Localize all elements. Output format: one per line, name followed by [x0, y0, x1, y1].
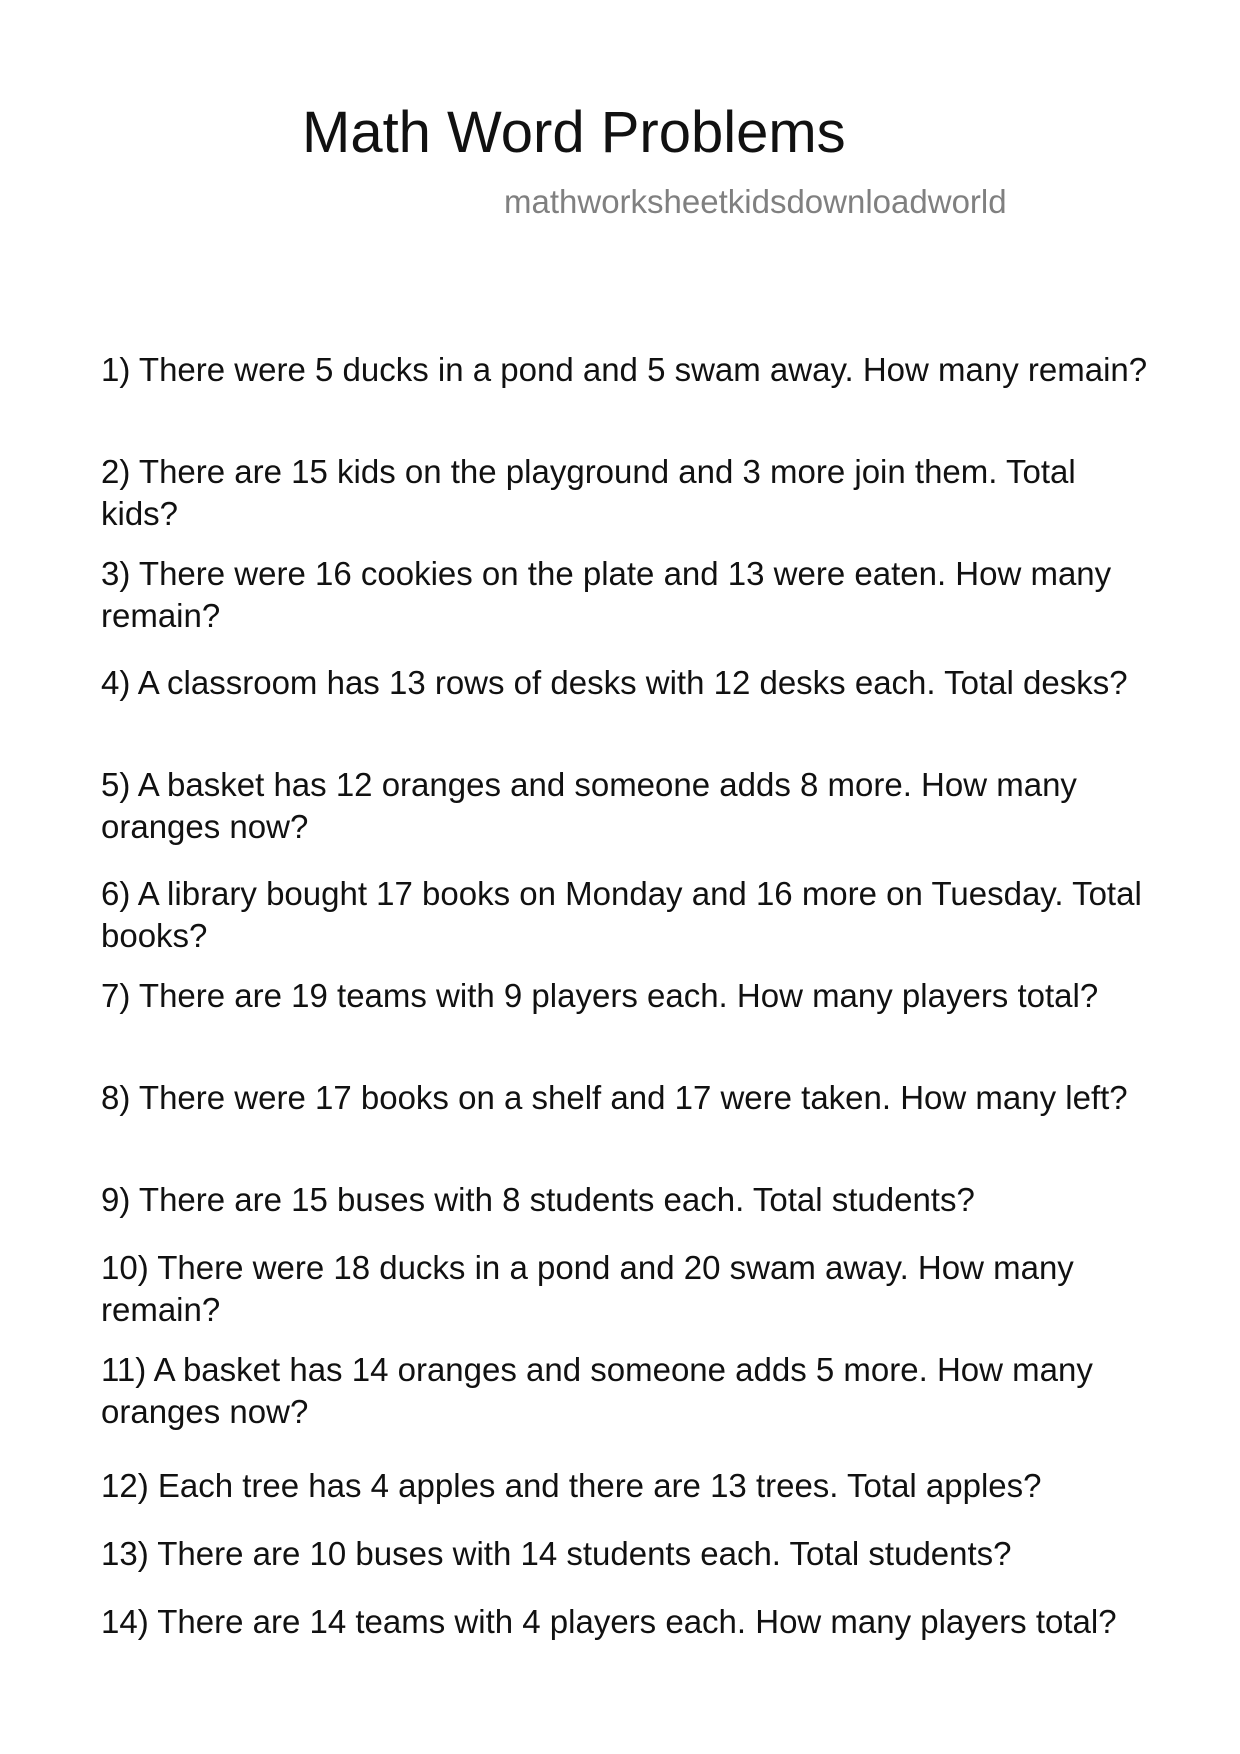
problem-6: 6) A library bought 17 books on Monday and 16 more on Tuesday. Total books?	[101, 875, 1142, 954]
problem-11: 11) A basket has 14 oranges and someone adds 5 more. How many oranges now?	[101, 1351, 1093, 1430]
problem-2: 2) There are 15 kids on the playground and 3 more join them. Total kids?	[101, 453, 1076, 532]
problem-14: 14) There are 14 teams with 4 players each. How many players total?	[101, 1603, 1117, 1640]
problem-4: 4) A classroom has 13 rows of desks with 12 desks each. Total desks?	[101, 664, 1128, 701]
problem-9: 9) There are 15 buses with 8 students each. Total students?	[101, 1181, 975, 1218]
problem-1: 1) There were 5 ducks in a pond and 5 swam away. How many remain?	[101, 351, 1148, 388]
problem-7: 7) There are 19 teams with 9 players each. How many players total?	[101, 977, 1099, 1014]
problem-3: 3) There were 16 cookies on the plate and 13 were eaten. How many remain?	[101, 555, 1112, 634]
page-title: Math Word Problems	[302, 100, 846, 165]
problem-10: 10) There were 18 ducks in a pond and 20 swam away. How many remain?	[101, 1249, 1074, 1328]
problem-5: 5) A basket has 12 oranges and someone adds 8 more. How many oranges now?	[101, 766, 1077, 845]
page-subtitle: mathworksheetkidsdownloadworld	[504, 183, 1007, 220]
problem-8: 8) There were 17 books on a shelf and 17 were taken. How many left?	[101, 1079, 1128, 1116]
problem-12: 12) Each tree has 4 apples and there are 13 trees. Total apples?	[101, 1467, 1042, 1504]
problem-13: 13) There are 10 buses with 14 students each. Total students?	[101, 1535, 1012, 1572]
